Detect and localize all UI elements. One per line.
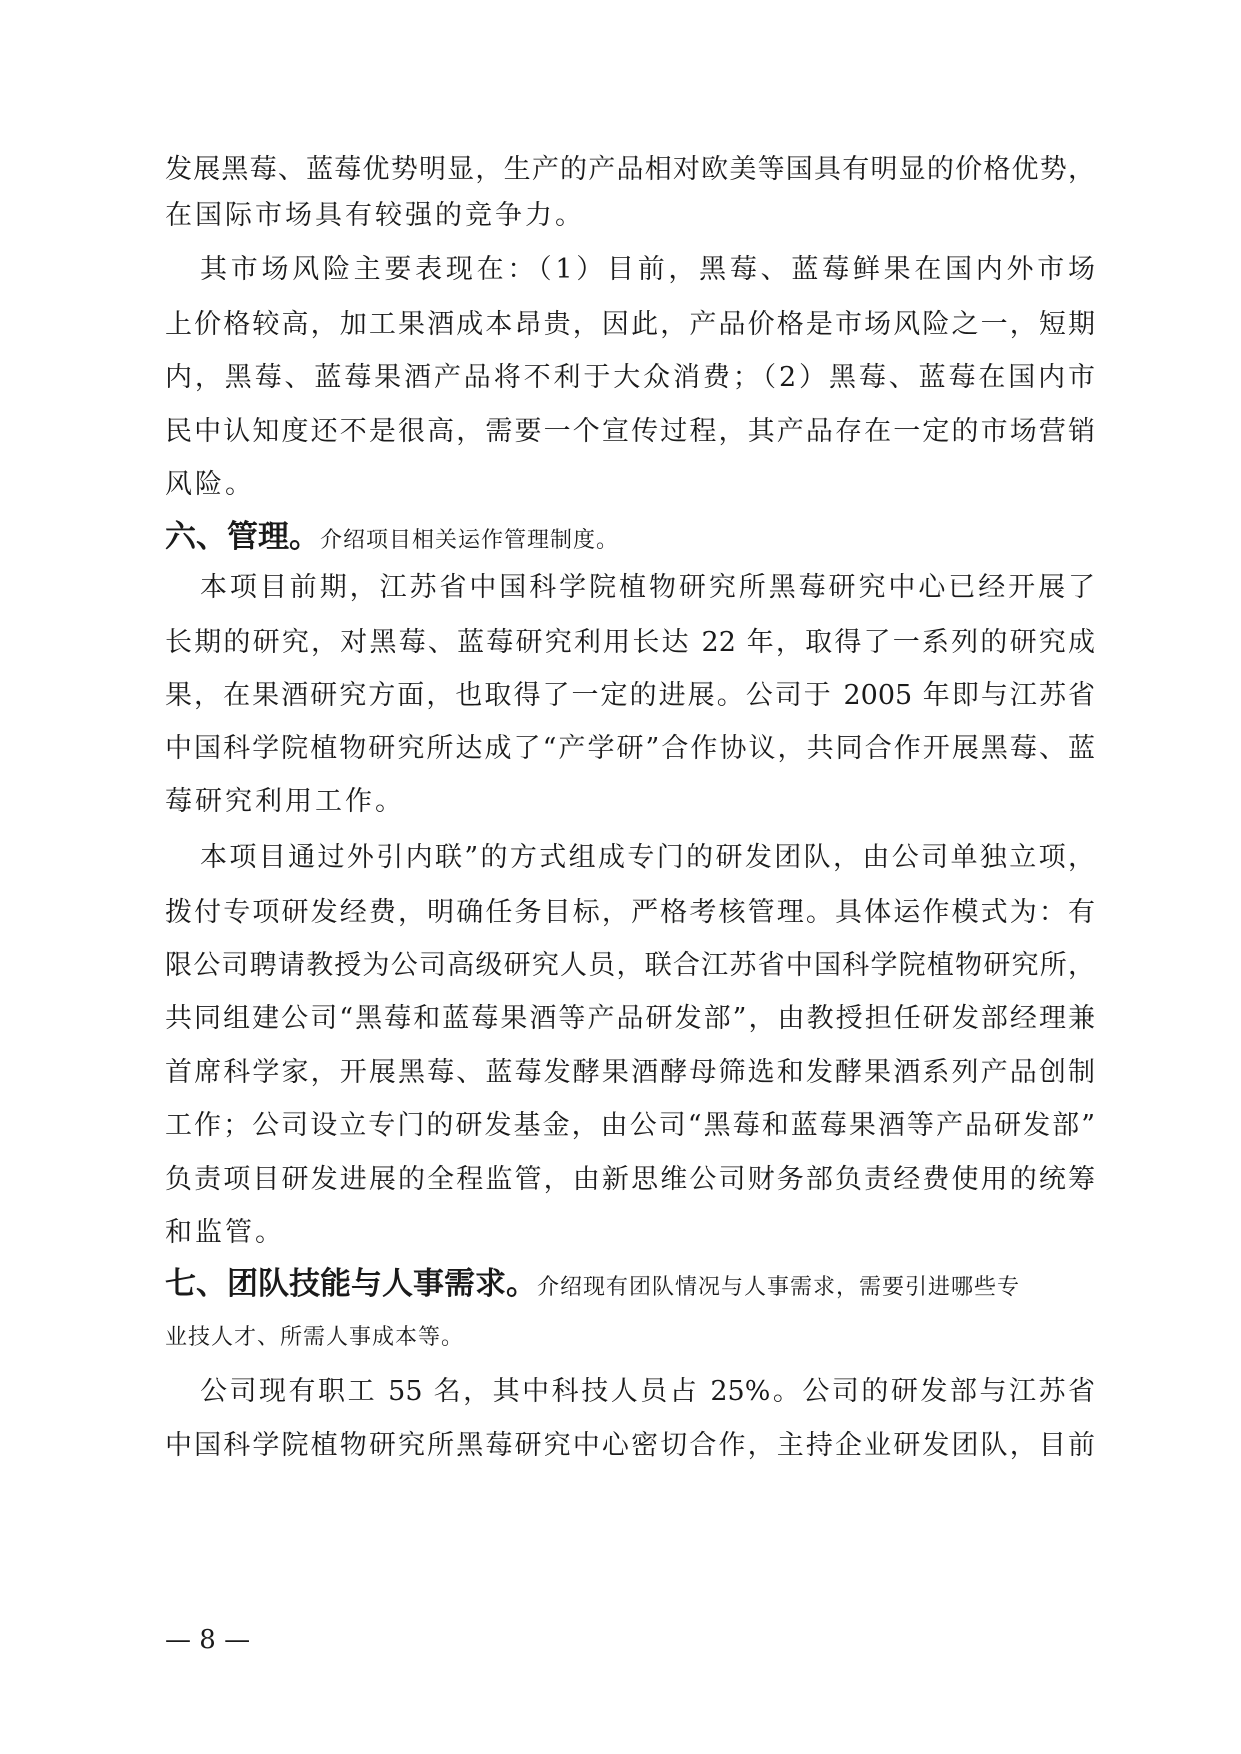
section-7-title: 七、团队技能与人事需求。 [165, 1266, 537, 1302]
section-6-note: 介绍项目相关运作管理制度。 [320, 528, 620, 553]
section-6-para2-line-2: 拨付专项研发经费，明确任务目标，严格考核管理。具体运作模式为：有 [165, 897, 1095, 928]
risk-line-5: 风险。 [165, 469, 255, 500]
risk-line-2: 上价格较高，加工果酒成本昂贵，因此，产品价格是市场风险之一，短期 [165, 309, 1095, 340]
section-6-para1-line-5: 莓研究利用工作。 [165, 786, 405, 817]
section-6-para2-line-7: 负责项目研发进展的全程监管，由新思维公司财务部负责经费使用的统筹 [165, 1164, 1095, 1195]
section-6-para2-line-1: 本项目通过外引内联”的方式组成专门的研发团队，由公司单独立项， [200, 842, 1095, 873]
section-6-para1-line-4: 中国科学院植物研究所达成了“产学研”合作协议，共同合作开展黑莓、蓝 [165, 733, 1095, 764]
page-number: — 8 — [165, 1625, 251, 1655]
section-7-note-continued: 业技人才、所需人事成本等。 [165, 1325, 465, 1350]
section-6-para2-line-8: 和监管。 [165, 1217, 285, 1248]
intro-line-2: 在国际市场具有较强的竞争力。 [165, 200, 585, 231]
risk-line-1: 其市场风险主要表现在：（1）目前，黑莓、蓝莓鲜果在国内外市场 [200, 254, 1095, 285]
section-6-heading [165, 515, 1095, 563]
section-6-para2-line-6: 工作；公司设立专门的研发基金，由公司“黑莓和蓝莓果酒等产品研发部” [165, 1110, 1095, 1141]
section-6-para2-line-4: 共同组建公司“黑莓和蓝莓果酒等产品研发部”，由教授担任研发部经理兼 [165, 1003, 1095, 1034]
section-6-para1-line-2: 长期的研究，对黑莓、蓝莓研究利用长达 22 年，取得了一系列的研究成 [165, 627, 1095, 658]
section-6-para2-line-3: 限公司聘请教授为公司高级研究人员，联合江苏省中国科学院植物研究所， [165, 950, 1095, 981]
risk-line-3: 内，黑莓、蓝莓果酒产品将不利于大众消费；（2）黑莓、蓝莓在国内市 [165, 362, 1095, 393]
section-7-note: 介绍现有团队情况与人事需求，需要引进哪些专 [537, 1275, 1021, 1300]
risk-line-4: 民中认知度还不是很高，需要一个宣传过程，其产品存在一定的市场营销 [165, 416, 1095, 447]
section-6-para1-line-3: 果，在果酒研究方面，也取得了一定的进展。公司于 2005 年即与江苏省 [165, 680, 1095, 711]
intro-line-1: 发展黑莓、蓝莓优势明显，生产的产品相对欧美等国具有明显的价格优势， [165, 154, 1095, 185]
section-6-para1-line-1: 本项目前期，江苏省中国科学院植物研究所黑莓研究中心已经开展了 [200, 572, 1095, 603]
section-6-para2-line-5: 首席科学家，开展黑莓、蓝莓发酵果酒酵母筛选和发酵果酒系列产品创制 [165, 1057, 1095, 1088]
section-7-heading [165, 1262, 1095, 1310]
section-7-para1-line-2: 中国科学院植物研究所黑莓研究中心密切合作，主持企业研发团队，目前 [165, 1430, 1095, 1461]
section-6-title: 六、管理。 [165, 519, 320, 555]
section-7-para1-line-1: 公司现有职工 55 名，其中科技人员占 25%。公司的研发部与江苏省 [200, 1376, 1095, 1407]
